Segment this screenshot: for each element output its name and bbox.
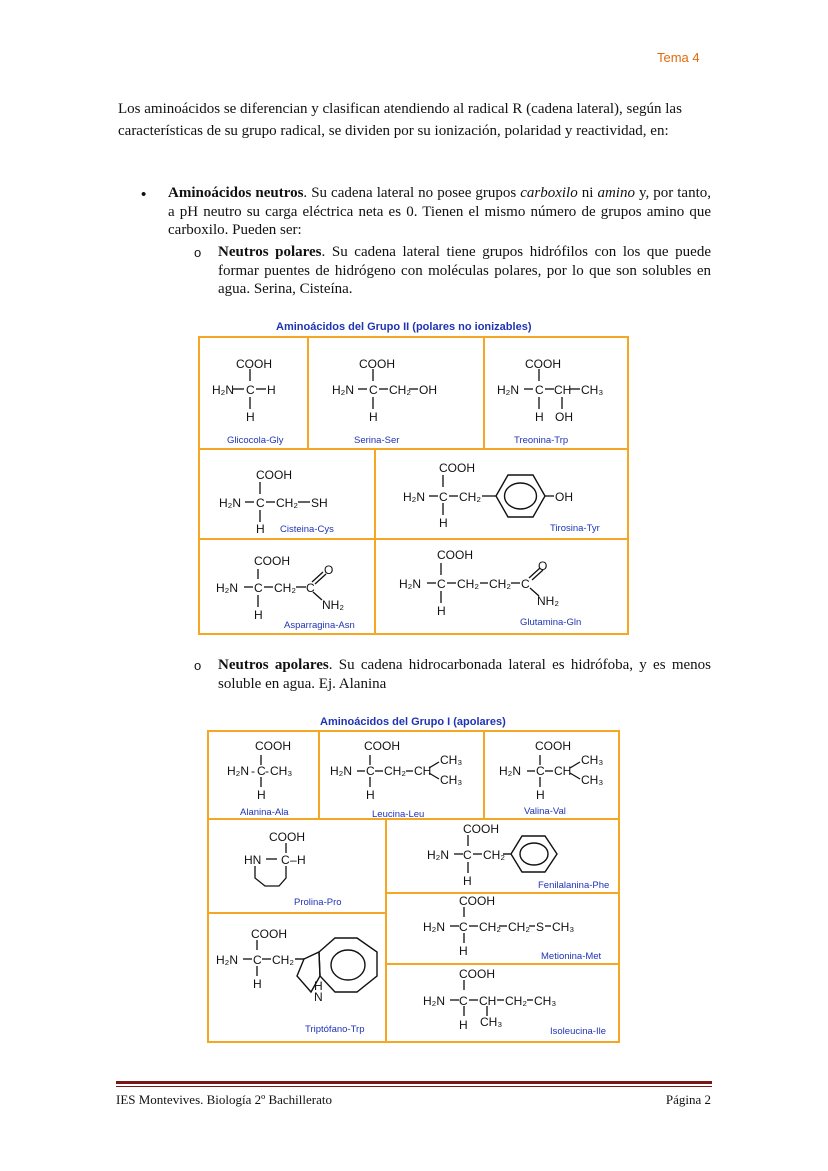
ile-h2n: H₂N xyxy=(423,994,445,1008)
trp-c: C xyxy=(253,953,262,967)
thr-h2n: H₂N xyxy=(497,383,519,397)
met-cooh: COOH xyxy=(459,894,495,908)
leu-ch: CH xyxy=(414,764,432,778)
label-metionina: Metionina-Met xyxy=(541,951,602,962)
thr-oh: OH xyxy=(555,410,573,424)
phe-cooh: COOH xyxy=(463,822,499,836)
subbullet-polares xyxy=(218,243,711,299)
asn-nh2: NH₂ xyxy=(322,598,344,612)
phe-ch2: CH₂ xyxy=(483,848,505,862)
ile-ch3-b: CH₃ xyxy=(480,1015,503,1029)
val-ch3-b: CH₃ xyxy=(581,773,604,787)
gln-o: O xyxy=(538,559,548,573)
ala-c-text: - xyxy=(251,764,255,778)
bullet-em-carboxilo: carboxilo xyxy=(520,185,578,201)
ala-cooh: COOH xyxy=(255,739,291,753)
footer-rule xyxy=(116,1081,712,1084)
label-treonina: Treonina-Trp xyxy=(514,435,569,446)
ser-h: H xyxy=(369,410,378,424)
asn-h2n: H₂N xyxy=(216,581,238,595)
bullet-em-amino: amino xyxy=(597,185,635,201)
label-alanina: Alanina-Ala xyxy=(240,807,289,818)
indole-ring-icon xyxy=(295,938,377,992)
footer-school: IES Montevives. Biología 2º Bachillerato xyxy=(116,1092,332,1107)
pro-dash: – xyxy=(290,853,297,867)
subbullet-mark-apolares: o xyxy=(194,658,202,673)
met-s: S xyxy=(536,920,545,934)
gln-ch2-a: CH₂ xyxy=(457,577,479,591)
val-h: H xyxy=(536,788,545,802)
met-c: C xyxy=(459,920,468,934)
gln-cooh: COOH xyxy=(437,548,473,562)
tyr-cooh: COOH xyxy=(439,461,475,475)
trp-n: N xyxy=(314,990,323,1004)
asn-ch2: CH₂ xyxy=(274,581,296,595)
label-leucina: Leucina-Leu xyxy=(372,809,425,820)
label-prolina: Prolina-Pro xyxy=(294,897,342,908)
label-asparragina: Asparragina-Asn xyxy=(284,620,355,631)
label-glicocola: Glicocola-Gly xyxy=(227,435,284,446)
val-cooh: COOH xyxy=(535,739,571,753)
footer-page-number: Página 2 xyxy=(665,1092,711,1107)
gln-h2n: H₂N xyxy=(399,577,421,591)
phe-h: H xyxy=(463,874,472,888)
label-serina: Serina-Ser xyxy=(354,435,400,446)
tyr-c: C xyxy=(439,490,448,504)
ile-h: H xyxy=(459,1018,468,1032)
ala-h: H xyxy=(257,788,266,802)
leu-h: H xyxy=(366,788,375,802)
label-isoleucina: Isoleucina-Ile xyxy=(550,1026,606,1037)
label-cisteina: Cisteina-Cys xyxy=(280,524,334,535)
thr-c: C xyxy=(535,383,544,397)
figure2-title: Aminoácidos del Grupo I (apolares) xyxy=(320,716,506,728)
bullet-neutros xyxy=(168,184,711,240)
cys-cooh: COOH xyxy=(256,468,292,482)
phe-c: C xyxy=(463,848,472,862)
asn-o: O xyxy=(324,563,334,577)
label-fenilalanina: Fenilalanina-Phe xyxy=(538,880,610,891)
ile-c: C xyxy=(459,994,468,1008)
gly-h-right: H xyxy=(267,383,276,397)
figure2-apolar-amino-acids xyxy=(207,730,621,1044)
ile-cooh: COOH xyxy=(459,967,495,981)
pro-c: C xyxy=(281,853,290,867)
cys-h: H xyxy=(256,522,265,536)
met-h: H xyxy=(459,944,468,958)
met-ch3: CH₃ xyxy=(552,920,575,934)
leu-ch3-a: CH₃ xyxy=(440,753,463,767)
bullet-title: Aminoácidos neutros xyxy=(168,185,304,201)
cys-ch2: CH₂ xyxy=(276,496,298,510)
intro-paragraph: Los aminoácidos se diferencian y clasifican atendiendo al radical R (cadena lateral), según las características de su grupo radical, se dividen por su ionización, polaridad y reactividad, en: xyxy=(118,101,682,139)
cys-c: C xyxy=(256,496,265,510)
leu-ch2: CH₂ xyxy=(384,764,406,778)
ser-oh: OH xyxy=(419,383,437,397)
ala-h2n: H₂N xyxy=(227,764,249,778)
bullet-text-2: ni xyxy=(577,185,598,201)
figure1-polar-amino-acids xyxy=(198,336,630,636)
val-ch3-a: CH₃ xyxy=(581,753,604,767)
ala-c: C xyxy=(257,764,266,778)
asn-c2: C xyxy=(306,581,315,595)
subbullet-apolares xyxy=(218,656,711,693)
ser-cooh: COOH xyxy=(359,357,395,371)
gly-h-bottom: H xyxy=(246,410,255,424)
cys-sh: SH xyxy=(311,496,328,510)
met-ch2-a: CH₂ xyxy=(479,920,501,934)
gln-c: C xyxy=(437,577,446,591)
leu-c: C xyxy=(366,764,375,778)
leu-cooh: COOH xyxy=(364,739,400,753)
met-ch2-b: CH₂ xyxy=(508,920,530,934)
gln-nh2: NH₂ xyxy=(537,594,559,608)
benzene-ring-icon xyxy=(496,475,545,517)
ser-ch2: CH₂ xyxy=(389,383,411,397)
apolares-title: Neutros apolares xyxy=(218,657,329,673)
gly-c: C xyxy=(246,383,255,397)
asn-cooh: COOH xyxy=(254,554,290,568)
thr-ch: CH xyxy=(554,383,572,397)
asn-h: H xyxy=(254,608,263,622)
apolares-text: . Su cadena hidrocarbonada lateral es hidrófoba, y es menos soluble en agua. Ej. Alanina xyxy=(218,657,711,692)
phenyl-ring-icon xyxy=(503,836,557,872)
pro-h: H xyxy=(297,853,306,867)
trp-h2n: H₂N xyxy=(216,953,238,967)
ile-ch: CH xyxy=(479,994,497,1008)
polares-text: . Su cadena lateral tiene grupos hidrófilos con los que puede formar puentes de hidrógeno con moléculas polares, por lo que son solubles en agua. Serina, Cisteína. xyxy=(218,244,711,297)
bullet-dot: • xyxy=(141,186,147,203)
ser-c: C xyxy=(369,383,378,397)
bullet-text-3: y, por tanto, a pH neutro su carga eléctrica neta es 0. Tienen el mismo número de grupos amino que carboxilo. Pueden ser: xyxy=(168,185,712,238)
pro-cooh: COOH xyxy=(269,830,305,844)
polares-title: Neutros polares xyxy=(218,244,322,260)
label-tirosina: Tirosina-Tyr xyxy=(550,523,600,534)
ala-dash: - xyxy=(265,764,269,778)
ala-ch3: CH₃ xyxy=(270,764,293,778)
gly-h2n: H₂N xyxy=(212,383,234,397)
pro-hn: HN xyxy=(244,853,262,867)
bullet-text-1: . Su cadena lateral no posee grupos xyxy=(303,185,521,201)
ser-h2n: H₂N xyxy=(332,383,354,397)
asn-c: C xyxy=(254,581,263,595)
subbullet-mark-polares: o xyxy=(194,245,202,260)
tyr-h2n: H₂N xyxy=(403,490,425,504)
ile-ch3-a: CH₃ xyxy=(534,994,557,1008)
gln-c2: C xyxy=(521,577,530,591)
tyr-ch2: CH₂ xyxy=(459,490,481,504)
val-h2n: H₂N xyxy=(499,764,521,778)
thr-h: H xyxy=(535,410,544,424)
label-glutamina: Glutamina-Gln xyxy=(520,617,582,628)
label-triptofano: Triptófano-Trp xyxy=(305,1024,365,1035)
gln-h: H xyxy=(437,604,446,618)
label-valina: Valina-Val xyxy=(524,806,566,817)
tyr-h: H xyxy=(439,516,448,530)
gly-cooh: COOH xyxy=(236,357,272,371)
leu-h2n: H₂N xyxy=(330,764,352,778)
figure1-title: Aminoácidos del Grupo II (polares no ionizables) xyxy=(276,321,532,333)
thr-ch3: CH₃ xyxy=(581,383,604,397)
phe-h2n: H₂N xyxy=(427,848,449,862)
trp-ch2: CH₂ xyxy=(272,953,294,967)
val-c: C xyxy=(536,764,545,778)
trp-cooh: COOH xyxy=(251,927,287,941)
ile-ch2: CH₂ xyxy=(505,994,527,1008)
cys-h2n: H₂N xyxy=(219,496,241,510)
trp-h: H xyxy=(253,977,262,991)
footer-rule-thin xyxy=(116,1086,712,1087)
trp-nh-h: H xyxy=(314,979,323,993)
val-ch: CH xyxy=(554,764,572,778)
header-topic: Tema 4 xyxy=(657,50,700,65)
met-h2n: H₂N xyxy=(423,920,445,934)
gln-ch2-b: CH₂ xyxy=(489,577,511,591)
tyr-oh: OH xyxy=(555,490,573,504)
leu-ch3-b: CH₃ xyxy=(440,773,463,787)
thr-cooh: COOH xyxy=(525,357,561,371)
